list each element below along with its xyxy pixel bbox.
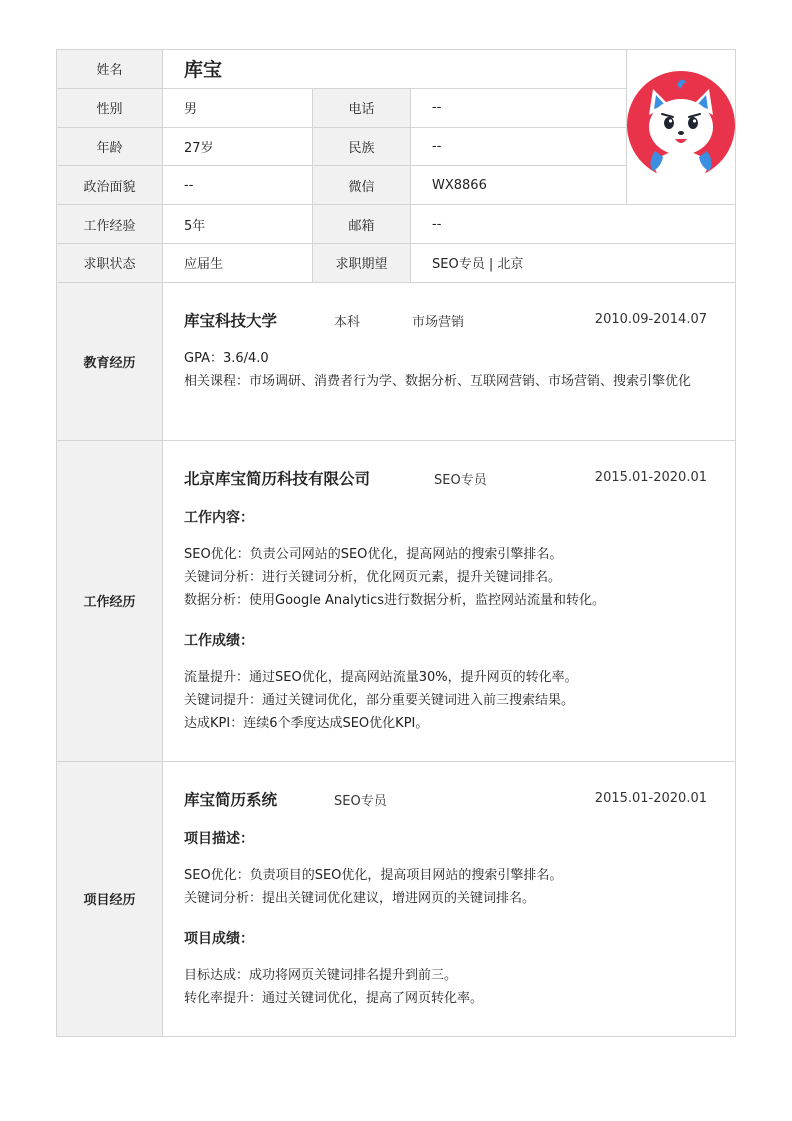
project-desc-line: 关键词分析：提出关键词优化建议，增进网页的关键词排名。 (184, 890, 536, 906)
photo-cell (627, 50, 736, 205)
project-header (184, 788, 707, 810)
major: 市场营销 (412, 314, 465, 330)
work-result-line: 流量提升：通过SEO优化，提高网站流量30%，提升网页的转化率。 (184, 669, 578, 685)
project-desc-title: 项目描述： (184, 830, 254, 847)
phone-value: -- (411, 88, 627, 127)
work-content-line: SEO优化：负责公司网站的SEO优化，提高网站的搜索引擎排名。 (184, 546, 563, 562)
education-section (163, 282, 736, 440)
school-name: 库宝科技大学 (184, 311, 278, 330)
work-section (163, 440, 736, 761)
project-role: SEO专员 (334, 793, 387, 809)
age-label: 年龄 (57, 127, 163, 166)
resume-table (56, 49, 736, 1037)
wechat-label: 微信 (313, 166, 411, 205)
political-value: -- (163, 166, 313, 205)
expect-value: SEO专员 | 北京 (411, 243, 736, 282)
wechat-value: WX8866 (411, 166, 627, 205)
project-desc-line: SEO优化：负责项目的SEO优化，提高项目网站的搜索引擎排名。 (184, 867, 563, 883)
phone-label: 电话 (313, 88, 411, 127)
project-period: 2015.01-2020.01 (594, 790, 708, 806)
work-result-line: 关键词提升：通过关键词优化，部分重要关键词进入前三搜索结果。 (184, 692, 575, 708)
education-label: 教育经历 (57, 282, 163, 440)
work-result-title: 工作成绩： (184, 632, 254, 649)
name-value: 库宝 (163, 50, 627, 89)
resume-sheet (56, 49, 735, 1037)
work-role: SEO专员 (434, 472, 487, 488)
project-result-title: 项目成绩： (184, 930, 254, 947)
project-section (163, 761, 736, 1036)
work-content-title: 工作内容： (184, 509, 254, 526)
expect-label: 求职期望 (313, 243, 411, 282)
ethnicity-label: 民族 (313, 127, 411, 166)
education-header (184, 309, 707, 331)
education-line: GPA：3.6/4.0 (184, 350, 269, 366)
project-result-line: 转化率提升：通过关键词优化，提高了网页转化率。 (184, 990, 484, 1006)
work-label: 工作经历 (57, 440, 163, 761)
work-period: 2015.01-2020.01 (594, 469, 708, 485)
experience-label: 工作经验 (57, 205, 163, 244)
work-header (184, 467, 707, 489)
ethnicity-value: -- (411, 127, 627, 166)
project-name: 库宝简历系统 (184, 790, 278, 809)
status-value: 应届生 (163, 243, 313, 282)
political-label: 政治面貌 (57, 166, 163, 205)
email-value: -- (411, 205, 736, 244)
work-result-line: 达成KPI：连续6个季度达成SEO优化KPI。 (184, 715, 429, 731)
status-label: 求职状态 (57, 243, 163, 282)
company-name: 北京库宝简历科技有限公司 (184, 469, 371, 488)
education-line: 相关课程：市场调研、消费者行为学、数据分析、互联网营销、市场营销、搜索引擎优化 (184, 373, 692, 389)
project-result-line: 目标达成：成功将网页关键词排名提升到前三。 (184, 967, 458, 983)
gender-value: 男 (163, 88, 313, 127)
project-label: 项目经历 (57, 761, 163, 1036)
work-content-line: 数据分析：使用Google Analytics进行数据分析，监控网站流量和转化。 (184, 592, 606, 608)
experience-value: 5年 (163, 205, 313, 244)
age-value: 27岁 (163, 127, 313, 166)
work-content-line: 关键词分析：进行关键词分析，优化网页元素，提升关键词排名。 (184, 569, 562, 585)
education-details (184, 347, 707, 393)
email-label: 邮箱 (313, 205, 411, 244)
name-label: 姓名 (57, 50, 163, 89)
gender-label: 性别 (57, 88, 163, 127)
cartoon-cat-avatar (627, 71, 735, 179)
degree: 本科 (334, 314, 361, 330)
education-period: 2010.09-2014.07 (594, 311, 708, 327)
